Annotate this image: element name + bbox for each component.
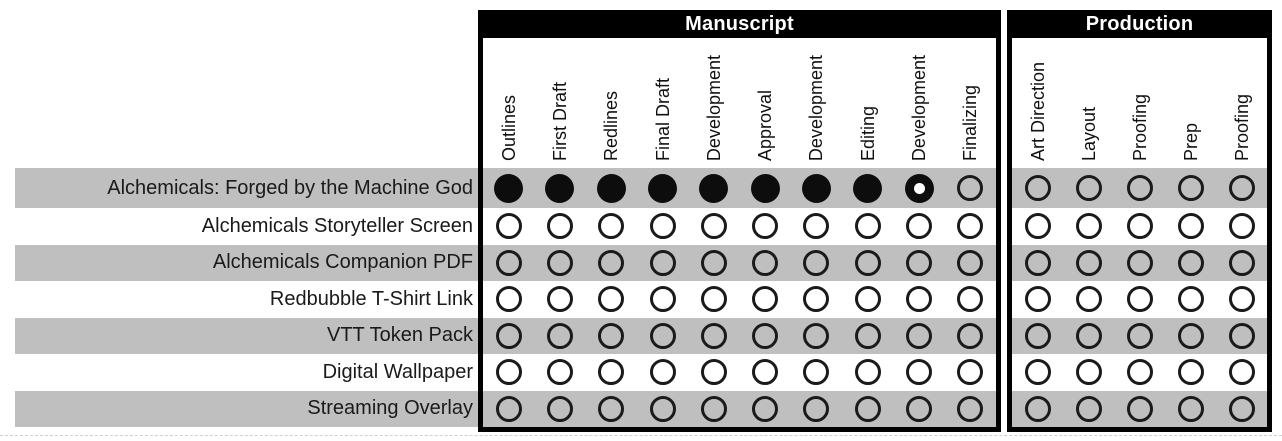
status-cell[interactable] <box>1063 323 1114 349</box>
empty-circle-icon <box>1127 213 1153 239</box>
empty-circle-icon <box>1127 286 1153 312</box>
empty-circle-icon <box>1025 323 1051 349</box>
empty-circle-icon <box>803 213 829 239</box>
status-cell[interactable] <box>1216 286 1267 312</box>
status-row <box>1012 208 1267 245</box>
status-cell[interactable] <box>842 250 893 276</box>
status-cell[interactable] <box>586 250 637 276</box>
status-row <box>483 318 996 355</box>
empty-circle-icon <box>906 286 932 312</box>
empty-circle-icon <box>906 213 932 239</box>
row-label-band <box>15 391 478 428</box>
status-cell[interactable] <box>534 323 585 349</box>
status-cell[interactable] <box>739 174 790 203</box>
empty-circle-icon <box>957 250 983 276</box>
status-cell[interactable] <box>1165 396 1216 422</box>
row-label-band <box>15 168 478 208</box>
empty-circle-icon <box>496 323 522 349</box>
empty-circle-icon <box>957 213 983 239</box>
empty-circle-icon <box>855 323 881 349</box>
manuscript-status-grid <box>483 168 996 427</box>
production-group-header: Production <box>1012 10 1267 38</box>
empty-circle-icon <box>1127 175 1153 201</box>
empty-circle-icon <box>957 175 983 201</box>
column-label: Approval <box>755 89 776 161</box>
row-labels-column <box>15 168 478 427</box>
empty-circle-icon <box>803 396 829 422</box>
empty-circle-icon <box>547 250 573 276</box>
empty-circle-icon <box>1178 286 1204 312</box>
status-cell[interactable] <box>1216 213 1267 239</box>
status-cell[interactable] <box>739 359 790 385</box>
empty-circle-icon <box>547 286 573 312</box>
status-cell[interactable] <box>842 174 893 203</box>
status-cell[interactable] <box>534 174 585 203</box>
status-cell[interactable] <box>1012 175 1063 201</box>
status-cell[interactable] <box>483 323 534 349</box>
row-label-band <box>15 208 478 245</box>
status-cell[interactable] <box>1063 359 1114 385</box>
status-cell[interactable] <box>1012 323 1063 349</box>
empty-circle-icon <box>701 213 727 239</box>
empty-circle-icon <box>1229 396 1255 422</box>
empty-circle-icon <box>1127 323 1153 349</box>
empty-circle-icon <box>701 323 727 349</box>
status-row <box>483 391 996 428</box>
empty-circle-icon <box>650 359 676 385</box>
empty-circle-icon <box>1229 250 1255 276</box>
empty-circle-icon <box>1229 359 1255 385</box>
column-label: Development <box>806 54 827 161</box>
status-cell[interactable] <box>586 286 637 312</box>
status-cell[interactable] <box>893 396 944 422</box>
status-row <box>1012 245 1267 282</box>
page-break-line <box>0 435 1282 436</box>
status-cell[interactable] <box>842 213 893 239</box>
status-cell[interactable] <box>791 396 842 422</box>
status-cell[interactable] <box>586 323 637 349</box>
empty-circle-icon <box>752 213 778 239</box>
empty-circle-icon <box>803 323 829 349</box>
empty-circle-icon <box>1025 396 1051 422</box>
status-cell[interactable] <box>945 323 996 349</box>
empty-circle-icon <box>598 286 624 312</box>
status-cell[interactable] <box>1012 250 1063 276</box>
empty-circle-icon <box>1076 250 1102 276</box>
empty-circle-icon <box>496 359 522 385</box>
status-cell[interactable] <box>1165 250 1216 276</box>
empty-circle-icon <box>598 250 624 276</box>
row-label: Digital Wallpaper <box>322 360 473 383</box>
status-cell[interactable] <box>637 359 688 385</box>
empty-circle-icon <box>496 396 522 422</box>
empty-circle-icon <box>752 359 778 385</box>
empty-circle-icon <box>957 286 983 312</box>
status-cell[interactable] <box>791 286 842 312</box>
status-cell[interactable] <box>945 396 996 422</box>
empty-circle-icon <box>650 250 676 276</box>
status-cell[interactable] <box>483 396 534 422</box>
empty-circle-icon <box>855 359 881 385</box>
status-cell[interactable] <box>586 396 637 422</box>
empty-circle-icon <box>803 286 829 312</box>
empty-circle-icon <box>1076 396 1102 422</box>
status-cell[interactable] <box>893 213 944 239</box>
row-label: Streaming Overlay <box>307 397 473 420</box>
status-cell[interactable] <box>893 174 944 203</box>
production-column-labels <box>1012 38 1267 168</box>
status-cell[interactable] <box>1063 250 1114 276</box>
empty-circle-icon <box>1127 396 1153 422</box>
empty-circle-icon <box>855 213 881 239</box>
status-cell[interactable] <box>893 359 944 385</box>
status-cell[interactable] <box>842 396 893 422</box>
status-cell[interactable] <box>739 396 790 422</box>
empty-circle-icon <box>1178 359 1204 385</box>
column-label-cell <box>637 38 688 168</box>
filled-circle-icon <box>494 174 523 203</box>
empty-circle-icon <box>496 286 522 312</box>
status-cell[interactable] <box>534 396 585 422</box>
empty-circle-icon <box>1076 213 1102 239</box>
status-cell[interactable] <box>688 286 739 312</box>
status-cell[interactable] <box>688 174 739 203</box>
column-label-cell <box>688 38 739 168</box>
status-cell[interactable] <box>945 213 996 239</box>
empty-circle-icon <box>957 359 983 385</box>
column-label-cell <box>739 38 790 168</box>
status-cell[interactable] <box>637 286 688 312</box>
row-label: Alchemicals Companion PDF <box>212 251 473 274</box>
empty-circle-icon <box>855 286 881 312</box>
production-table <box>1007 10 1272 432</box>
empty-circle-icon <box>650 213 676 239</box>
status-cell[interactable] <box>637 213 688 239</box>
empty-circle-icon <box>906 323 932 349</box>
status-cell[interactable] <box>1114 250 1165 276</box>
status-row <box>483 354 996 391</box>
column-label-cell <box>1063 38 1114 168</box>
empty-circle-icon <box>598 213 624 239</box>
status-cell[interactable] <box>945 250 996 276</box>
status-cell[interactable] <box>483 359 534 385</box>
column-label: Development <box>909 54 930 161</box>
empty-circle-icon <box>547 396 573 422</box>
status-cell[interactable] <box>483 174 534 203</box>
status-cell[interactable] <box>791 250 842 276</box>
status-row <box>483 168 996 208</box>
empty-circle-icon <box>1025 175 1051 201</box>
empty-circle-icon <box>701 396 727 422</box>
status-cell[interactable] <box>739 250 790 276</box>
status-cell[interactable] <box>842 359 893 385</box>
status-cell[interactable] <box>791 174 842 203</box>
row-label-band <box>15 245 478 282</box>
status-cell[interactable] <box>791 359 842 385</box>
empty-circle-icon <box>1229 175 1255 201</box>
filled-circle-icon <box>545 174 574 203</box>
empty-circle-icon <box>547 213 573 239</box>
column-label: Outlines <box>498 94 519 161</box>
empty-circle-icon <box>1076 175 1102 201</box>
status-row <box>1012 391 1267 428</box>
empty-circle-icon <box>1178 396 1204 422</box>
filled-circle-icon <box>802 174 831 203</box>
status-cell[interactable] <box>945 359 996 385</box>
filled-circle-icon <box>597 174 626 203</box>
status-cell[interactable] <box>739 213 790 239</box>
status-cell[interactable] <box>945 175 996 201</box>
status-cell[interactable] <box>1063 213 1114 239</box>
status-cell[interactable] <box>1216 359 1267 385</box>
status-cell[interactable] <box>1012 286 1063 312</box>
empty-circle-icon <box>1025 250 1051 276</box>
status-row <box>1012 318 1267 355</box>
empty-circle-icon <box>598 359 624 385</box>
column-label-cell <box>483 38 534 168</box>
status-cell[interactable] <box>1063 175 1114 201</box>
status-cell[interactable] <box>893 323 944 349</box>
empty-circle-icon <box>650 396 676 422</box>
status-row <box>483 281 996 318</box>
empty-circle-icon <box>701 286 727 312</box>
empty-circle-icon <box>855 396 881 422</box>
status-cell[interactable] <box>1165 286 1216 312</box>
empty-circle-icon <box>701 359 727 385</box>
empty-circle-icon <box>496 250 522 276</box>
empty-circle-icon <box>1229 213 1255 239</box>
status-cell[interactable] <box>586 174 637 203</box>
status-row <box>1012 168 1267 208</box>
manuscript-table <box>478 10 1001 432</box>
row-label-band <box>15 281 478 318</box>
status-cell[interactable] <box>1165 175 1216 201</box>
filled-circle-icon <box>751 174 780 203</box>
production-status-grid <box>1012 168 1267 427</box>
empty-circle-icon <box>803 359 829 385</box>
column-label: Layout <box>1078 106 1099 161</box>
status-cell[interactable] <box>1012 396 1063 422</box>
status-cell[interactable] <box>534 250 585 276</box>
filled-circle-icon <box>699 174 728 203</box>
status-cell[interactable] <box>1165 359 1216 385</box>
status-cell[interactable] <box>688 359 739 385</box>
row-label: Alchemicals Storyteller Screen <box>201 214 473 237</box>
status-cell[interactable] <box>534 359 585 385</box>
column-label-cell <box>791 38 842 168</box>
status-cell[interactable] <box>586 213 637 239</box>
status-cell[interactable] <box>688 396 739 422</box>
empty-circle-icon <box>701 250 727 276</box>
column-label: Prep <box>1180 122 1201 161</box>
status-cell[interactable] <box>1216 250 1267 276</box>
empty-circle-icon <box>1178 213 1204 239</box>
status-cell[interactable] <box>893 286 944 312</box>
empty-circle-icon <box>752 396 778 422</box>
partial-filled-circle-icon <box>905 174 934 203</box>
empty-circle-icon <box>752 250 778 276</box>
empty-circle-icon <box>906 396 932 422</box>
empty-circle-icon <box>957 323 983 349</box>
manuscript-group-header: Manuscript <box>483 10 996 38</box>
empty-circle-icon <box>1178 250 1204 276</box>
status-cell[interactable] <box>1114 359 1165 385</box>
status-cell[interactable] <box>637 323 688 349</box>
manuscript-column-labels <box>483 38 996 168</box>
empty-circle-icon <box>496 213 522 239</box>
column-label-cell <box>842 38 893 168</box>
status-cell[interactable] <box>637 396 688 422</box>
status-cell[interactable] <box>1012 213 1063 239</box>
status-cell[interactable] <box>1063 286 1114 312</box>
column-label-cell <box>586 38 637 168</box>
empty-circle-icon <box>752 323 778 349</box>
status-cell[interactable] <box>1063 396 1114 422</box>
column-label-cell <box>1114 38 1165 168</box>
empty-circle-icon <box>598 323 624 349</box>
empty-circle-icon <box>803 250 829 276</box>
status-row <box>483 208 996 245</box>
column-label-cell <box>945 38 996 168</box>
status-cell[interactable] <box>483 286 534 312</box>
column-label: Finalizing <box>960 84 981 161</box>
status-row <box>1012 354 1267 391</box>
empty-circle-icon <box>1076 323 1102 349</box>
status-cell[interactable] <box>945 286 996 312</box>
column-label-cell <box>893 38 944 168</box>
empty-circle-icon <box>650 286 676 312</box>
column-label: Editing <box>857 105 878 161</box>
empty-circle-icon <box>1076 359 1102 385</box>
row-label-band <box>15 318 478 355</box>
column-label: Development <box>703 54 724 161</box>
empty-circle-icon <box>1229 323 1255 349</box>
column-label: Proofing <box>1231 93 1252 161</box>
status-cell[interactable] <box>1114 213 1165 239</box>
status-cell[interactable] <box>688 250 739 276</box>
status-cell[interactable] <box>534 286 585 312</box>
column-label-cell <box>1012 38 1063 168</box>
empty-circle-icon <box>1127 250 1153 276</box>
empty-circle-icon <box>1076 286 1102 312</box>
row-label: Alchemicals: Forged by the Machine God <box>107 176 473 199</box>
status-cell[interactable] <box>586 359 637 385</box>
filled-circle-icon <box>853 174 882 203</box>
column-label-cell <box>1165 38 1216 168</box>
status-cell[interactable] <box>893 250 944 276</box>
empty-circle-icon <box>1025 359 1051 385</box>
empty-circle-icon <box>957 396 983 422</box>
column-label-cell <box>1216 38 1267 168</box>
status-cell[interactable] <box>1012 359 1063 385</box>
status-cell[interactable] <box>637 174 688 203</box>
row-label-band <box>15 354 478 391</box>
status-cell[interactable] <box>739 286 790 312</box>
status-cell[interactable] <box>1216 175 1267 201</box>
column-label: Final Draft <box>652 77 673 161</box>
empty-circle-icon <box>906 359 932 385</box>
column-label: Art Direction <box>1027 61 1048 161</box>
status-cell[interactable] <box>739 323 790 349</box>
status-cell[interactable] <box>483 213 534 239</box>
empty-circle-icon <box>598 396 624 422</box>
empty-circle-icon <box>650 323 676 349</box>
empty-circle-icon <box>1229 286 1255 312</box>
status-cell[interactable] <box>1114 396 1165 422</box>
column-label: First Draft <box>549 82 570 161</box>
status-cell[interactable] <box>791 213 842 239</box>
status-cell[interactable] <box>1114 286 1165 312</box>
row-label: Redbubble T-Shirt Link <box>269 287 473 310</box>
empty-circle-icon <box>1025 213 1051 239</box>
status-cell[interactable] <box>534 213 585 239</box>
status-cell[interactable] <box>842 323 893 349</box>
column-label-cell <box>534 38 585 168</box>
empty-circle-icon <box>547 323 573 349</box>
empty-circle-icon <box>547 359 573 385</box>
empty-circle-icon <box>1178 175 1204 201</box>
status-cell[interactable] <box>483 250 534 276</box>
status-cell[interactable] <box>791 323 842 349</box>
empty-circle-icon <box>906 250 932 276</box>
status-cell[interactable] <box>842 286 893 312</box>
row-label: VTT Token Pack <box>327 324 473 347</box>
status-cell[interactable] <box>1165 323 1216 349</box>
status-row <box>483 245 996 282</box>
status-cell[interactable] <box>1216 323 1267 349</box>
column-label: Redlines <box>601 90 622 161</box>
status-row <box>1012 281 1267 318</box>
status-cell[interactable] <box>688 323 739 349</box>
status-cell[interactable] <box>1165 213 1216 239</box>
empty-circle-icon <box>855 250 881 276</box>
status-cell[interactable] <box>1114 175 1165 201</box>
empty-circle-icon <box>752 286 778 312</box>
status-cell[interactable] <box>1216 396 1267 422</box>
filled-circle-icon <box>648 174 677 203</box>
empty-circle-icon <box>1127 359 1153 385</box>
status-cell[interactable] <box>637 250 688 276</box>
empty-circle-icon <box>1178 323 1204 349</box>
column-label: Proofing <box>1129 93 1150 161</box>
empty-circle-icon <box>1025 286 1051 312</box>
status-cell[interactable] <box>1114 323 1165 349</box>
status-cell[interactable] <box>688 213 739 239</box>
